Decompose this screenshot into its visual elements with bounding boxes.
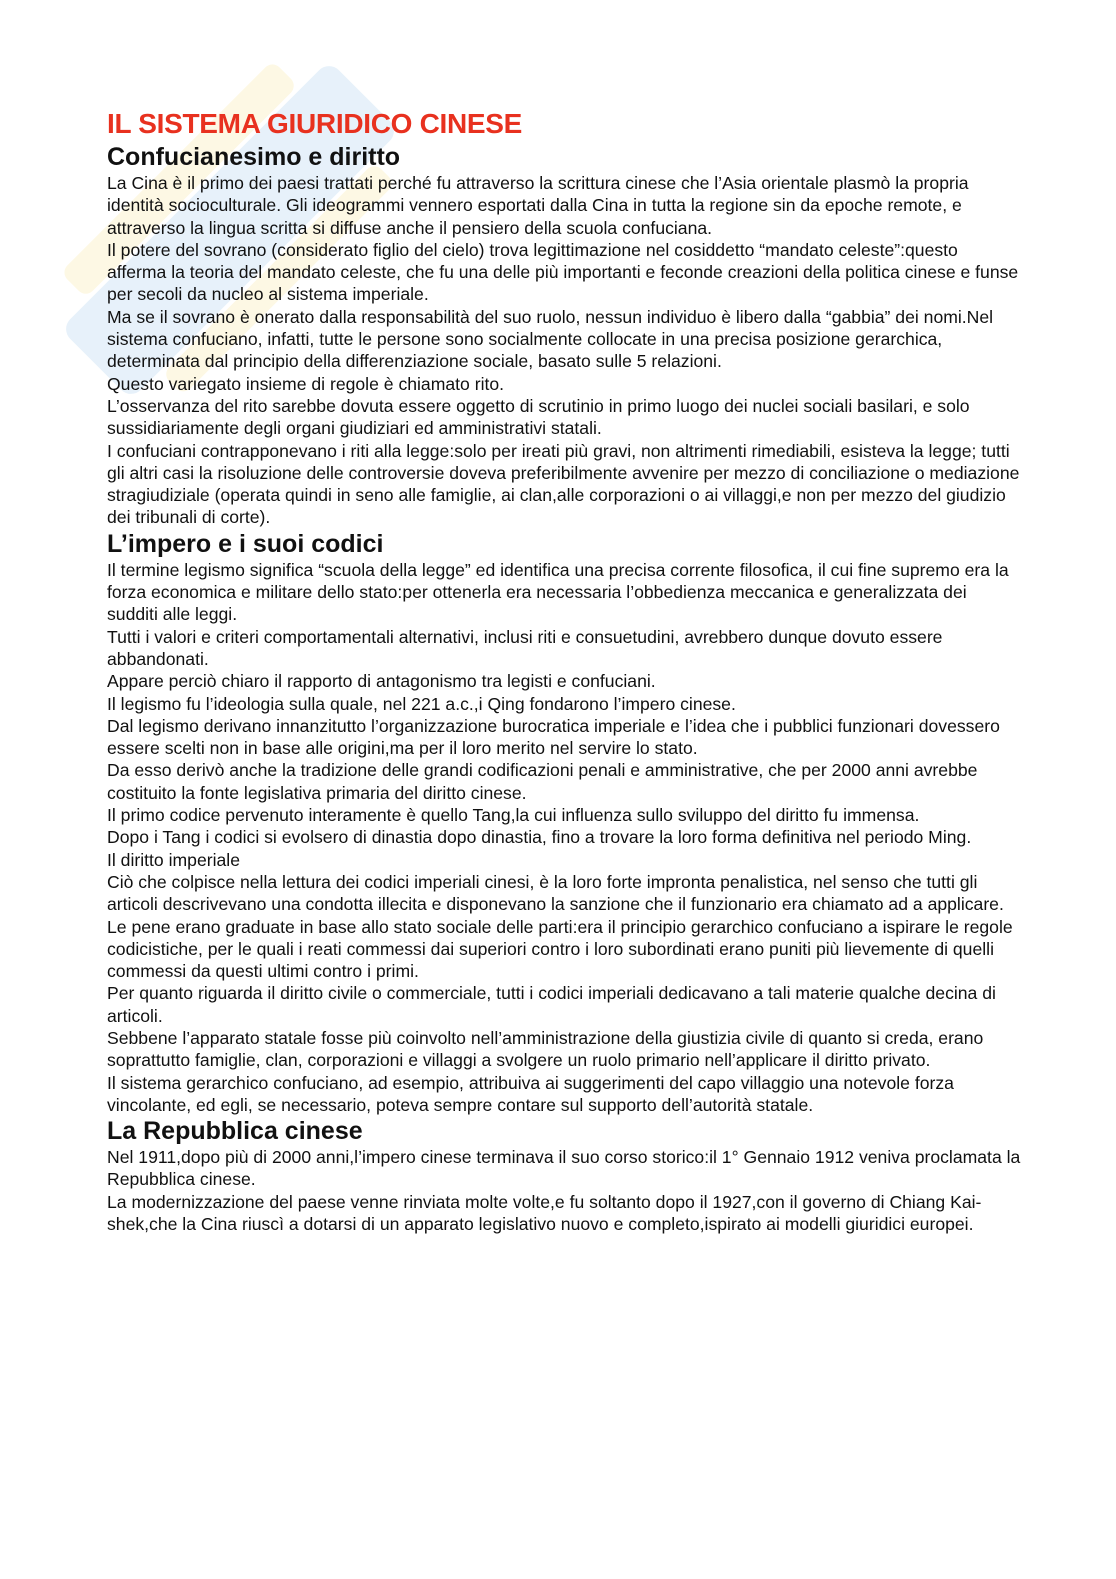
paragraph: Nel 1911,dopo più di 2000 anni,l’impero cinese terminava il suo corso storico:il 1° Gennaio 1912 veniva proclamata la Repubblica cinese. xyxy=(107,1147,1021,1190)
paragraph: Il sistema gerarchico confuciano, ad esempio, attribuiva ai suggerimenti del capo villaggio una notevole forza vincolante, ed egli, se necessario, poteva sempre contare sul supporto dell’autorità statale. xyxy=(107,1072,954,1115)
paragraph: Appare perciò chiaro il rapporto di antagonismo tra legisti e confuciani. xyxy=(107,671,656,692)
paragraph: Il termine legismo significa “scuola della legge” ed identifica una precisa corrente filosofica, il cui fine supremo era la forza economica e militare dello stato:per ottenerla era necessaria l’obbedienza meccanica e generalizzata dei sudditi alle leggi. xyxy=(107,559,1009,625)
paragraph: Per quanto riguarda il diritto civile o commerciale, tutti i codici imperiali dedicavano a tali materie qualche decina di articoli. xyxy=(107,983,996,1026)
paragraph: Ma se il sovrano è onerato dalla responsabilità del suo ruolo, nessun individuo è libero dalla “gabbia” dei nomi.Nel sistema confuciano, infatti, tutte le persone sono socialmente collocate in una precisa posizione gerarchica, determinata dal principio della differenziazione sociale, basato sulle 5 relazioni. xyxy=(107,306,994,372)
section-confucianesimo xyxy=(107,142,1022,529)
paragraph: La modernizzazione del paese venne rinviata molte volte,e fu soltanto dopo il 1927,con il governo di Chiang Kai-shek,che la Cina riuscì a dotarsi di un apparato legislativo nuovo e completo,ispirato ai modelli giuridici europei. xyxy=(107,1191,982,1235)
paragraph: I confuciani contrapponevano i riti alla legge:solo per ireati più gravi, non altrimenti rimediabili, esisteva la legge; tutti gli altri casi la risoluzione delle controversie doveva preferibilmente avvenire per mezzo di conciliazione o mediazione stragiudiziale (operata quindi in seno alle famiglie, ai clan,alle corporazioni o ai villaggi,e non per mezzo del giudizio dei tribunali di corte). xyxy=(107,440,1020,528)
subheading-diritto-imperiale: Il diritto imperiale xyxy=(107,849,240,870)
paragraph: L’osservanza del rito sarebbe dovuta essere oggetto di scrutinio in primo luogo dei nuclei sociali basilari, e solo sussidiariamente degli organi giudiziari ed amministrativi statali. xyxy=(107,395,970,439)
paragraph: Questo variegato insieme di regole è chiamato rito. xyxy=(107,373,505,394)
paragraph: Dal legismo derivano innanzitutto l’organizzazione burocratica imperiale e l’idea che i pubblici funzionari dovessero essere scelti non in base alle origini,ma per il loro merito nel servire lo stato. xyxy=(107,715,1000,759)
paragraph: Tutti i valori e criteri comportamentali alternativi, inclusi riti e consuetudini, avrebbero dunque dovuto essere abbandonati. xyxy=(107,626,943,669)
paragraph: Le pene erano graduate in base allo stato sociale delle parti:era il principio gerarchico confuciano a ispirare le regole codicistiche, per le quali i reati commessi dai superiori contro i loro subordinati erano puniti più lievemente di quelli commessi da questi ultimi contro i primi. xyxy=(107,916,1013,982)
section-heading: L’impero e i suoi codici xyxy=(107,529,384,558)
paragraph: Il primo codice pervenuto interamente è quello Tang,la cui influenza sullo sviluppo del diritto fu immensa. xyxy=(107,805,920,826)
paragraph: Ciò che colpisce nella lettura dei codici imperiali cinesi, è la loro forte impronta penalistica, nel senso che tutti gli articoli descrivevano una condotta illecita e disponevano la sanzione che il funzionario era chiamato ad a applicare. xyxy=(107,871,1004,915)
paragraph: Sebbene l’apparato statale fosse più coinvolto nell’amministrazione della giustizia civile di quanto si creda, erano soprattutto famiglie, clan, corporazioni e villaggi a svolgere un ruolo primario nell’applicare il diritto privato. xyxy=(107,1027,984,1071)
document-page xyxy=(107,108,1022,1235)
paragraph: Il legismo fu l’ideologia sulla quale, nel 221 a.c.,i Qing fondarono l’impero cinese. xyxy=(107,693,736,714)
paragraph: Da esso derivò anche la tradizione delle grandi codificazioni penali e amministrative, che per 2000 anni avrebbe costituito la fonte legislativa primaria del diritto cinese. xyxy=(107,760,978,803)
paragraph: Dopo i Tang i codici si evolsero di dinastia dopo dinastia, fino a trovare la loro forma definitiva nel periodo Ming. xyxy=(107,827,972,848)
document-title: IL SISTEMA GIURIDICO CINESE xyxy=(107,108,523,139)
section-impero xyxy=(107,529,1022,1116)
section-heading: Confucianesimo e diritto xyxy=(107,143,401,171)
paragraph: La Cina è il primo dei paesi trattati perché fu attraverso la scrittura cinese che l’Asia orientale plasmò la propria identità socioculturale. Gli ideogrammi vennero esportati dalla Cina in tutta la regione sin da epoche remote, e attraverso la lingua scritta si diffuse anche il pensiero della scuola confuciana. xyxy=(107,173,969,238)
paragraph: Il potere del sovrano (considerato figlio del cielo) trova legittimazione nel cosiddetto “mandato celeste”:questo afferma la teoria del mandato celeste, che fu una delle più importanti e feconde creazioni della politica cinese e funse per secoli da nucleo al sistema imperiale. xyxy=(107,239,1019,305)
section-repubblica xyxy=(107,1116,1022,1235)
section-heading: La Repubblica cinese xyxy=(107,1117,363,1146)
